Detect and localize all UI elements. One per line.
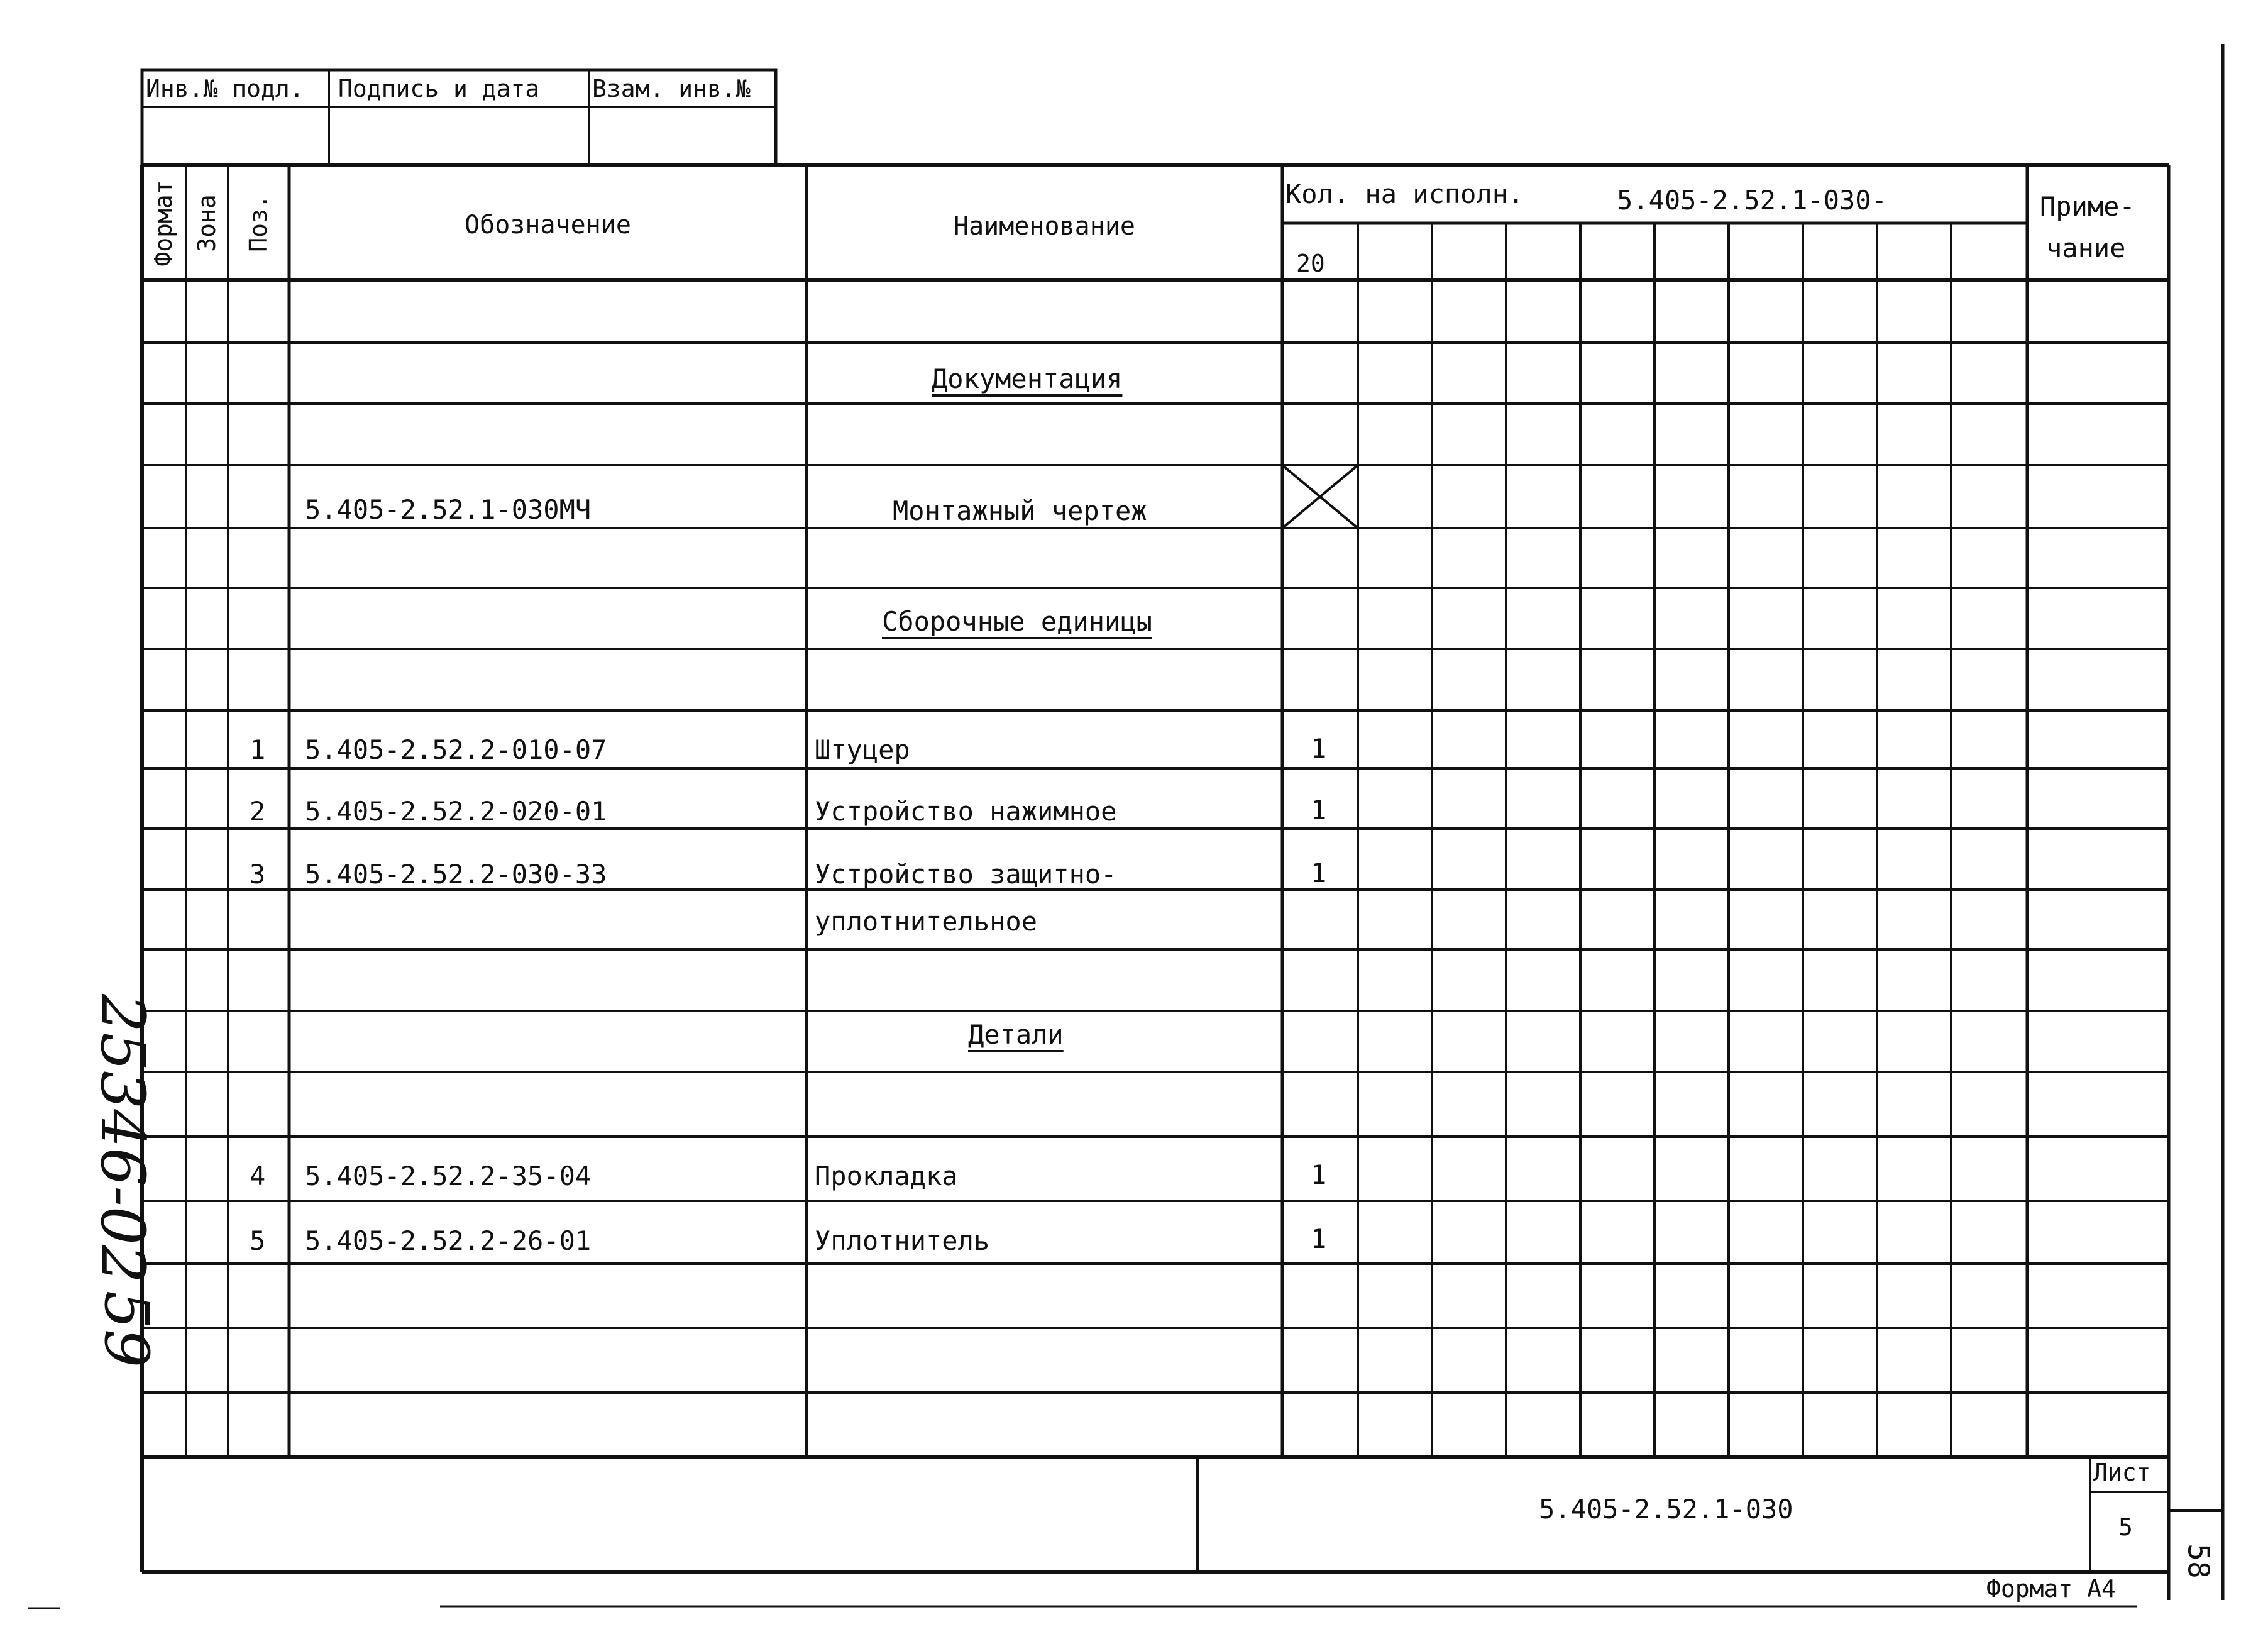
row-poz: 3	[250, 859, 266, 890]
stamp-podpis-data-label: Подпись и дата	[338, 75, 540, 102]
row-oboznachenie: 5.405-2.52.2-010-07	[305, 734, 607, 765]
handwritten-inventory-number: 25346-02	[87, 994, 158, 1283]
section-assembly-units: Сборочные единицы	[882, 606, 1152, 637]
row-poz: 2	[250, 796, 266, 827]
header-primechanie-1: Приме-	[2040, 191, 2135, 222]
section-documentation: Документация	[932, 363, 1123, 394]
section-details: Детали	[968, 1019, 1064, 1050]
row-quantity: 1	[1311, 733, 1327, 764]
header-ispoln-variant: 20	[1296, 250, 1325, 277]
header-oboznachenie: Обозначение	[465, 211, 631, 240]
row-naimenovanie: Устройство нажимное	[815, 796, 1117, 827]
stamp-inv-podl-label: Инв.№ подл.	[146, 75, 304, 102]
header-zona: Зона	[193, 194, 221, 252]
header-poz: Поз.	[245, 194, 272, 252]
header-ispoln-code: 5.405-2.52.1-030-	[1617, 185, 1887, 216]
row-oboznachenie: 5.405-2.52.2-26-01	[305, 1225, 592, 1256]
row-naimenovanie: Устройство защитно-	[815, 859, 1117, 890]
title-list-number: 5	[2118, 1513, 2133, 1541]
row-naimenovanie: Уплотнитель	[815, 1225, 990, 1256]
row-naimenovanie: Прокладка	[815, 1161, 958, 1191]
row-oboznachenie: 5.405-2.52.2-030-33	[305, 859, 607, 890]
row-quantity: 1	[1311, 1159, 1327, 1190]
row-naimenovanie: Монтажный чертеж	[893, 495, 1147, 526]
side-page-number: 58	[2181, 1543, 2216, 1579]
header-kol-na-ispoln: Кол. на исполн.	[1285, 179, 1524, 209]
row-quantity: 1	[1311, 858, 1327, 888]
row-poz: 4	[250, 1161, 266, 1191]
title-doc-code: 5.405-2.52.1-030	[1539, 1494, 1793, 1525]
title-list-label: Лист	[2093, 1459, 2151, 1486]
header-naimenovanie: Наименование	[954, 212, 1135, 241]
row-quantity: 1	[1311, 1223, 1327, 1254]
row-poz: 1	[250, 734, 266, 765]
header-primechanie-2: чание	[2046, 233, 2126, 263]
row-oboznachenie: 5.405-2.52.1-030МЧ	[305, 494, 592, 525]
row-naimenovanie: Штуцер	[815, 734, 910, 765]
stamp-vzam-inv-label: Взам. инв.№	[592, 75, 751, 102]
row-naimenovanie-continued: уплотнительное	[815, 906, 1038, 937]
row-oboznachenie: 5.405-2.52.2-35-04	[305, 1161, 592, 1191]
row-oboznachenie: 5.405-2.52.2-020-01	[305, 796, 607, 827]
header-format: Формат	[150, 180, 177, 267]
row-quantity: 1	[1311, 795, 1327, 825]
title-format-label: Формат А4	[1986, 1575, 2116, 1603]
row-poz: 5	[250, 1225, 266, 1256]
handwritten-page-number: 59	[91, 1290, 162, 1368]
